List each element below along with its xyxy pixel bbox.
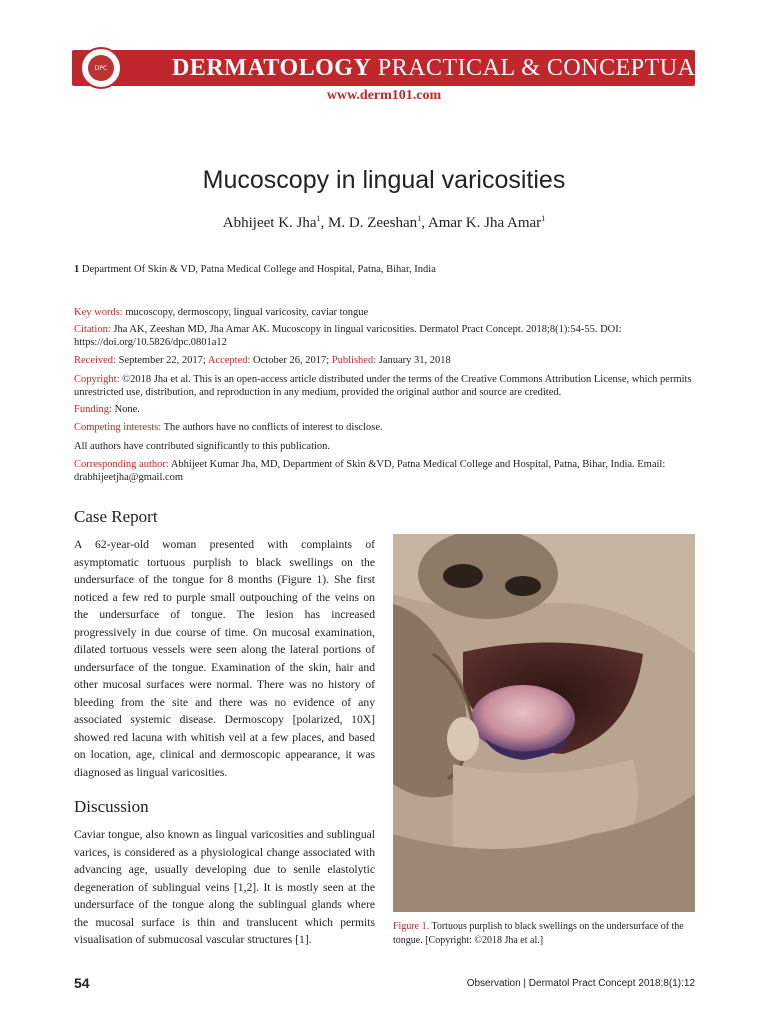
journal-logo (80, 47, 122, 89)
journal-url[interactable]: www.derm101.com (326, 88, 442, 103)
copyright (74, 374, 696, 399)
funding-text: None. (114, 404, 140, 415)
published-date: January 31, 2018 (378, 355, 451, 366)
author-name: Abhijeet K. Jha (222, 215, 317, 231)
funding (74, 404, 696, 417)
journal-title (172, 55, 711, 82)
author-affil-sup: 1 (417, 214, 422, 223)
case-report-text: A 62-year-old woman presented with complaints of asymptomatic tortuous purplish to black swellings on the undersurface of the tongue for 8 months (Figure 1). She first noticed a few red to purple small outpouching of the veins on the undersurface of tongue. The lesion has increased progressively in due course of time. On mucosal examination, dilated tortuous vessels were seen along the lateral portions of undersurface of the tongue. Examination of the skin, hair and other mucosal surfaces were normal. There was no history of bleeding from the site and there was no evidence of any associated systemic disease. Dermoscopy [polarized, 10X] showed red lacuna with whitish veil at a few places, and based on location, age, clinical and dermoscopic appearance, it was diagnosed as lingual varicosities. (74, 538, 375, 779)
page-number: 54 (74, 975, 90, 991)
case-report-heading: Case Report (74, 507, 158, 526)
funding-label: Funding: (74, 404, 112, 415)
copyright-text: ©2018 Jha et al. This is an open-access article distributed under the terms of the Creative Commons Attribution License, which permits unrestricted use, distribution, and reproduction in any medium, provided the original author and source are credited. (74, 374, 692, 398)
keywords-label: Key words: (74, 307, 123, 318)
author-affil-sup: 1 (541, 214, 546, 223)
discussion-heading: Discussion (74, 797, 149, 816)
citation-text: Jha AK, Zeeshan MD, Jha Amar AK. Mucoscopy in lingual varicosities. Dermatol Pract Concept. 2018;8(1):54-55. DOI: https://doi.org/10.5826/dpc.0801a12 (74, 324, 622, 348)
author-affil-sup: 1 (316, 214, 321, 223)
dates (74, 355, 696, 368)
corresponding-text: Abhijeet Kumar Jha, MD, Department of Skin &VD, Patna Medical College and Hospital, Patna, Bihar, India. Email: drabhijeetjha@gmail.com (74, 459, 666, 483)
contributions: All authors have contributed significantly to this publication. (74, 441, 331, 452)
received-label: Received: (74, 355, 116, 366)
journal-title-bold: DERMATOLOGY (172, 55, 372, 81)
received-date: September 22, 2017; (118, 355, 206, 366)
competing-label: Competing interests: (74, 422, 162, 433)
affiliation-number: 1 (74, 264, 80, 275)
article-title: Mucoscopy in lingual varicosities (202, 166, 566, 194)
figure-caption (393, 920, 695, 948)
affiliation (74, 264, 436, 275)
figure-caption-text: Tortuous purplish to black swellings on the undersurface of the tongue. [Copyright: ©2018 Jha et al.] (393, 921, 684, 946)
author-name: Amar K. Jha Amar (427, 215, 542, 231)
corresponding-author (74, 459, 696, 484)
accepted-label: Accepted: (207, 355, 251, 366)
published-label: Published: (331, 355, 377, 366)
corresponding-label: Corresponding author: (74, 459, 169, 470)
logo-text: DPC (88, 55, 114, 81)
keywords-text: mucoscopy, dermoscopy, lingual varicosity, caviar tongue (125, 307, 369, 318)
clinical-photo-drawing (393, 534, 695, 912)
competing-text: The authors have no conflicts of interest to disclose. (163, 422, 383, 433)
author-list: Abhijeet K. Jha$^1$, M. D. Zeeshan$^1$, Amar K. Jha Amar$^1$ (222, 214, 546, 231)
citation-label: Citation: (74, 324, 111, 335)
footer-citation: Observation | Dermatol Pract Concept 2018;8(1):12 (466, 978, 695, 989)
affiliation-text: Department Of Skin & VD, Patna Medical College and Hospital, Patna, Bihar, India (81, 264, 436, 275)
figure-label: Figure 1. (393, 921, 430, 932)
journal-title-rest: PRACTICAL & CONCEPTUAL (371, 55, 711, 81)
competing-interests (74, 422, 696, 435)
citation (74, 324, 696, 349)
discussion-text: Caviar tongue, also known as lingual varicosities and sublingual varices, is considered as a physiological change associated with advancing age, usually developing due to senile elastolytic degeneration of sublingual veins [1,2]. It is mostly seen at the undersurface of the tongue along the sublingual glands where the mucosal surface is thin and translucent which permits visualisation of submucosal vascular structures [1]. (74, 828, 375, 946)
clinical-photo (393, 534, 695, 912)
copyright-label: Copyright: (74, 374, 120, 385)
accepted-date: October 26, 2017; (253, 355, 330, 366)
author-name: M. D. Zeeshan (328, 215, 418, 231)
keywords (74, 307, 696, 320)
